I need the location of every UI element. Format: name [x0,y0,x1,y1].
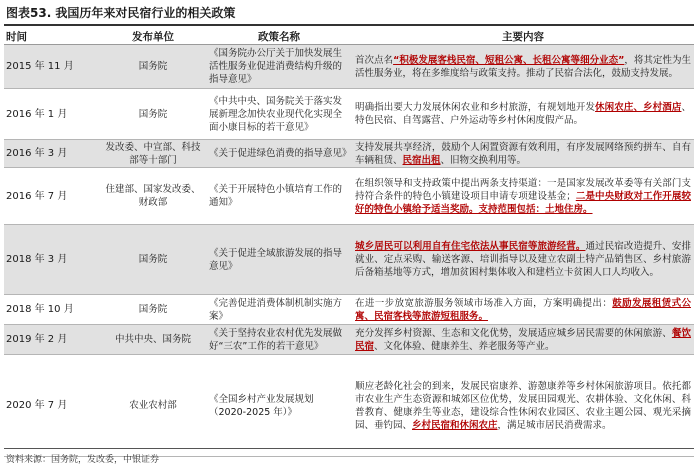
table-row [4,325,694,355]
table-row [4,225,694,295]
table-row [4,45,694,89]
cell-policy: 《关于促进全域旅游发展的指导意见》 [206,225,352,295]
content-text: 首次点名 [355,54,394,66]
table-row [4,140,694,168]
content-text: 在组织领导和支持政策中提出两条支持渠道：一是国家发展改革委等有关部门支持符合条件的特色小镇建设项目申请专项建设基金； [355,177,691,202]
header-content: 主要内容 [352,28,694,45]
cell-content [352,355,694,457]
cell-dept: 农业农村部 [100,355,206,457]
content-text: 充分发挥乡村资源、生态和文化优势，发展适应城乡居民需要的休闲旅游、 [355,327,672,339]
table-row [4,89,694,140]
table-header-row [4,28,694,45]
cell-content [352,89,694,140]
cell-time: 2016 年 1 月 [4,89,100,140]
header-dept: 发布单位 [100,28,206,45]
table-bottom-divider [4,448,694,449]
cell-policy: 《关于坚持农业农村优先发展做好“三农”工作的若干意见》 [206,325,352,355]
cell-time: 2015 年 11 月 [4,45,100,89]
content-text: 、文化体验、健康养生、养老服务等产业。 [374,340,555,352]
content-text: 顺应老龄化社会的到来，发展民宿康养、游憩康养等乡村休闲旅游项目。依托都市农业生产生态资源和城郊区位优势，发展田园观光、农耕体验、文化休闲、科普教育、健康养生等业态，建设综合性休闲农业园区、农业主题公园、观光采摘园、垂钓园、 [355,380,691,431]
content-text: 、特色民宿、自驾露营、户外运动等乡村休闲度假产品。 [355,102,691,126]
cell-content [352,45,694,89]
source-note: 资料来源：国务院，发改委，中银证券 [6,455,160,465]
content-text: 明确指出要大力发展休闲农业和乡村旅游，有规划地开发 [355,102,596,113]
title-divider [4,24,694,26]
cell-time: 2020 年 7 月 [4,355,100,457]
cell-policy: 《中共中央、国务院关于落实发展新理念加快农业现代化实现全面小康目标的若干意见》 [206,89,352,140]
cell-content [352,168,694,225]
cell-dept: 中共中央、国务院 [100,325,206,355]
content-text: 、旧物交换利用等。 [440,154,527,166]
cell-dept: 发改委、中宣部、科技部等十部门 [100,140,206,168]
highlighted-text: 乡村民宿和休闲农庄 [412,419,498,431]
cell-content [352,295,694,325]
cell-content [352,325,694,355]
cell-time: 2016 年 3 月 [4,140,100,168]
policy-table [4,28,694,457]
cell-time: 2018 年 3 月 [4,225,100,295]
cell-policy: 《完善促进消费体制机制实施方案》 [206,295,352,325]
content-text: 支持发展共享经济，鼓励个人闲置资源有效利用，有序发展网络预约拼车、自有车辆租赁、 [355,141,691,166]
cell-dept: 国务院 [100,225,206,295]
content-text: 通过民宿改造提升、安排就业、定点采购、输送客源、培训指导以及建立农副土特产品销售区、乡村旅游后备箱基地等方式，增加贫困村集体收入和建档立卡贫困人口人均收入。 [355,241,691,278]
highlighted-text: 二是中央财政对工作开展较好的特色小镇给予适当奖励。支持范围包括：土地住房。 [355,190,691,215]
cell-policy: 《全国乡村产业发展规划（2020-2025 年）》 [206,355,352,457]
cell-content [352,225,694,295]
content-text: ，将其定性为生活性服务业，将在多维度给与政策支持。推动了民宿合法化，鼓励支持发展。 [355,54,691,79]
cell-dept: 住建部、国家发改委、财政部 [100,168,206,225]
cell-content [352,140,694,168]
cell-time: 2019 年 2 月 [4,325,100,355]
highlighted-text: 餐饮民宿 [355,327,691,352]
cell-dept: 国务院 [100,45,206,89]
cell-dept: 国务院 [100,89,206,140]
header-policy: 政策名称 [206,28,352,45]
cell-policy: 《关于促进绿色消费的指导意见》 [206,140,352,168]
table-row [4,168,694,225]
highlighted-text: 民宿出租 [402,154,441,166]
highlighted-text: 休闲农庄、乡村酒店 [595,102,682,113]
figure-title: 图表53. 我国历年来对民宿行业的相关政策 [6,6,236,20]
content-text: 在进一步放宽旅游服务领域市场准入方面，方案明确提出： [355,297,613,309]
cell-time: 2018 年 10 月 [4,295,100,325]
cell-dept: 国务院 [100,295,206,325]
highlighted-text: 城乡居民可以利用自有住宅依法从事民宿等旅游经营。 [355,241,586,252]
header-time: 时间 [4,28,100,45]
highlighted-text: “积极发展客栈民宿、短租公寓、长租公寓等细分业态” [393,54,625,66]
table-row [4,355,694,457]
table-row [4,295,694,325]
cell-time: 2016 年 7 月 [4,168,100,225]
content-text: ，满足城市居民消费需求。 [497,419,612,431]
highlighted-text: 鼓励发展租赁式公寓、民宿客栈等旅游短租服务。 [355,297,691,322]
cell-policy: 《国务院办公厅关于加快发展生活性服务业促进消费结构升级的指导意见》 [206,45,352,89]
cell-policy: 《关于开展特色小镇培育工作的通知》 [206,168,352,225]
